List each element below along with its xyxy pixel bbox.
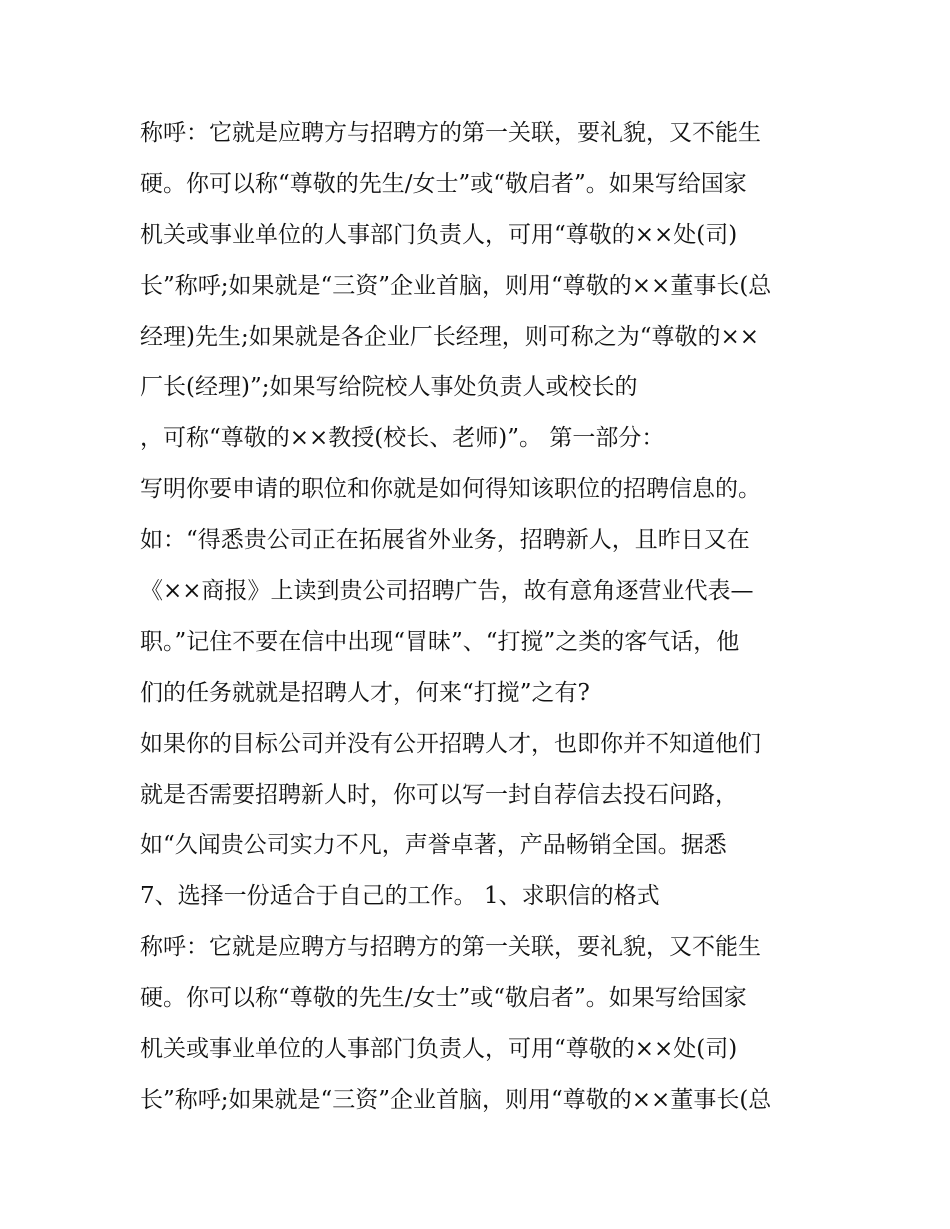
- text-line: 如“久闻贵公司实力不凡，声誉卓著，产品畅销全国。据悉: [140, 832, 727, 859]
- text-line: 机关或事业单位的人事部门负责人，可用“尊敬的××处(司): [140, 1036, 738, 1063]
- text-line: 称呼：它就是应聘方与招聘方的第一关联，要礼貌，又不能生: [140, 934, 761, 961]
- text-line: 职。”记住不要在信中出现“冒昧”、“打搅”之类的客气话，他: [140, 628, 740, 655]
- text-line: 硬。你可以称“尊敬的先生/女士”或“敬启者”。如果写给国家: [140, 170, 747, 197]
- text-line: 长”称呼;如果就是“三资”企业首脑，则用“尊敬的××董事长(总: [140, 1086, 772, 1113]
- text-line: 7、选择一份适合于自己的工作。 1、求职信的格式: [140, 883, 660, 910]
- text-line: 长”称呼;如果就是“三资”企业首脑，则用“尊敬的××董事长(总: [140, 272, 772, 299]
- text-line: 称呼：它就是应聘方与招聘方的第一关联，要礼貌，又不能生: [140, 120, 761, 146]
- text-line: 硬。你可以称“尊敬的先生/女士”或“敬启者”。如果写给国家: [140, 985, 747, 1012]
- text-line: 就是否需要招聘新人时，你可以写一封自荐信去投石问路，: [140, 781, 738, 808]
- text-line: 如：“得悉贵公司正在拓展省外业务，招聘新人，且昨日又在: [140, 527, 750, 554]
- text-line: 机关或事业单位的人事部门负责人，可用“尊敬的××处(司): [140, 221, 738, 248]
- body-text: [140, 108, 830, 1126]
- text-line: 如果你的目标公司并没有公开招聘人才，也即你并不知道他们: [140, 730, 761, 757]
- text-line: 经理)先生;如果就是各企业厂长经理，则可称之为“尊敬的××: [140, 323, 760, 350]
- text-line: 《××商报》上读到贵公司招聘广告，故有意角逐营业代表—: [140, 578, 754, 605]
- text-line: 写明你要申请的职位和你就是如何得知该职位的招聘信息的。: [140, 476, 761, 503]
- text-line: 们的任务就就是招聘人才，何来“打搅”之有?: [140, 679, 590, 706]
- text-line: ，可称“尊敬的××教授(校长、老师)”。 第一部分：: [140, 425, 665, 452]
- text-line: 厂长(经理)”;如果写给院校人事处负责人或校长的: [140, 374, 638, 401]
